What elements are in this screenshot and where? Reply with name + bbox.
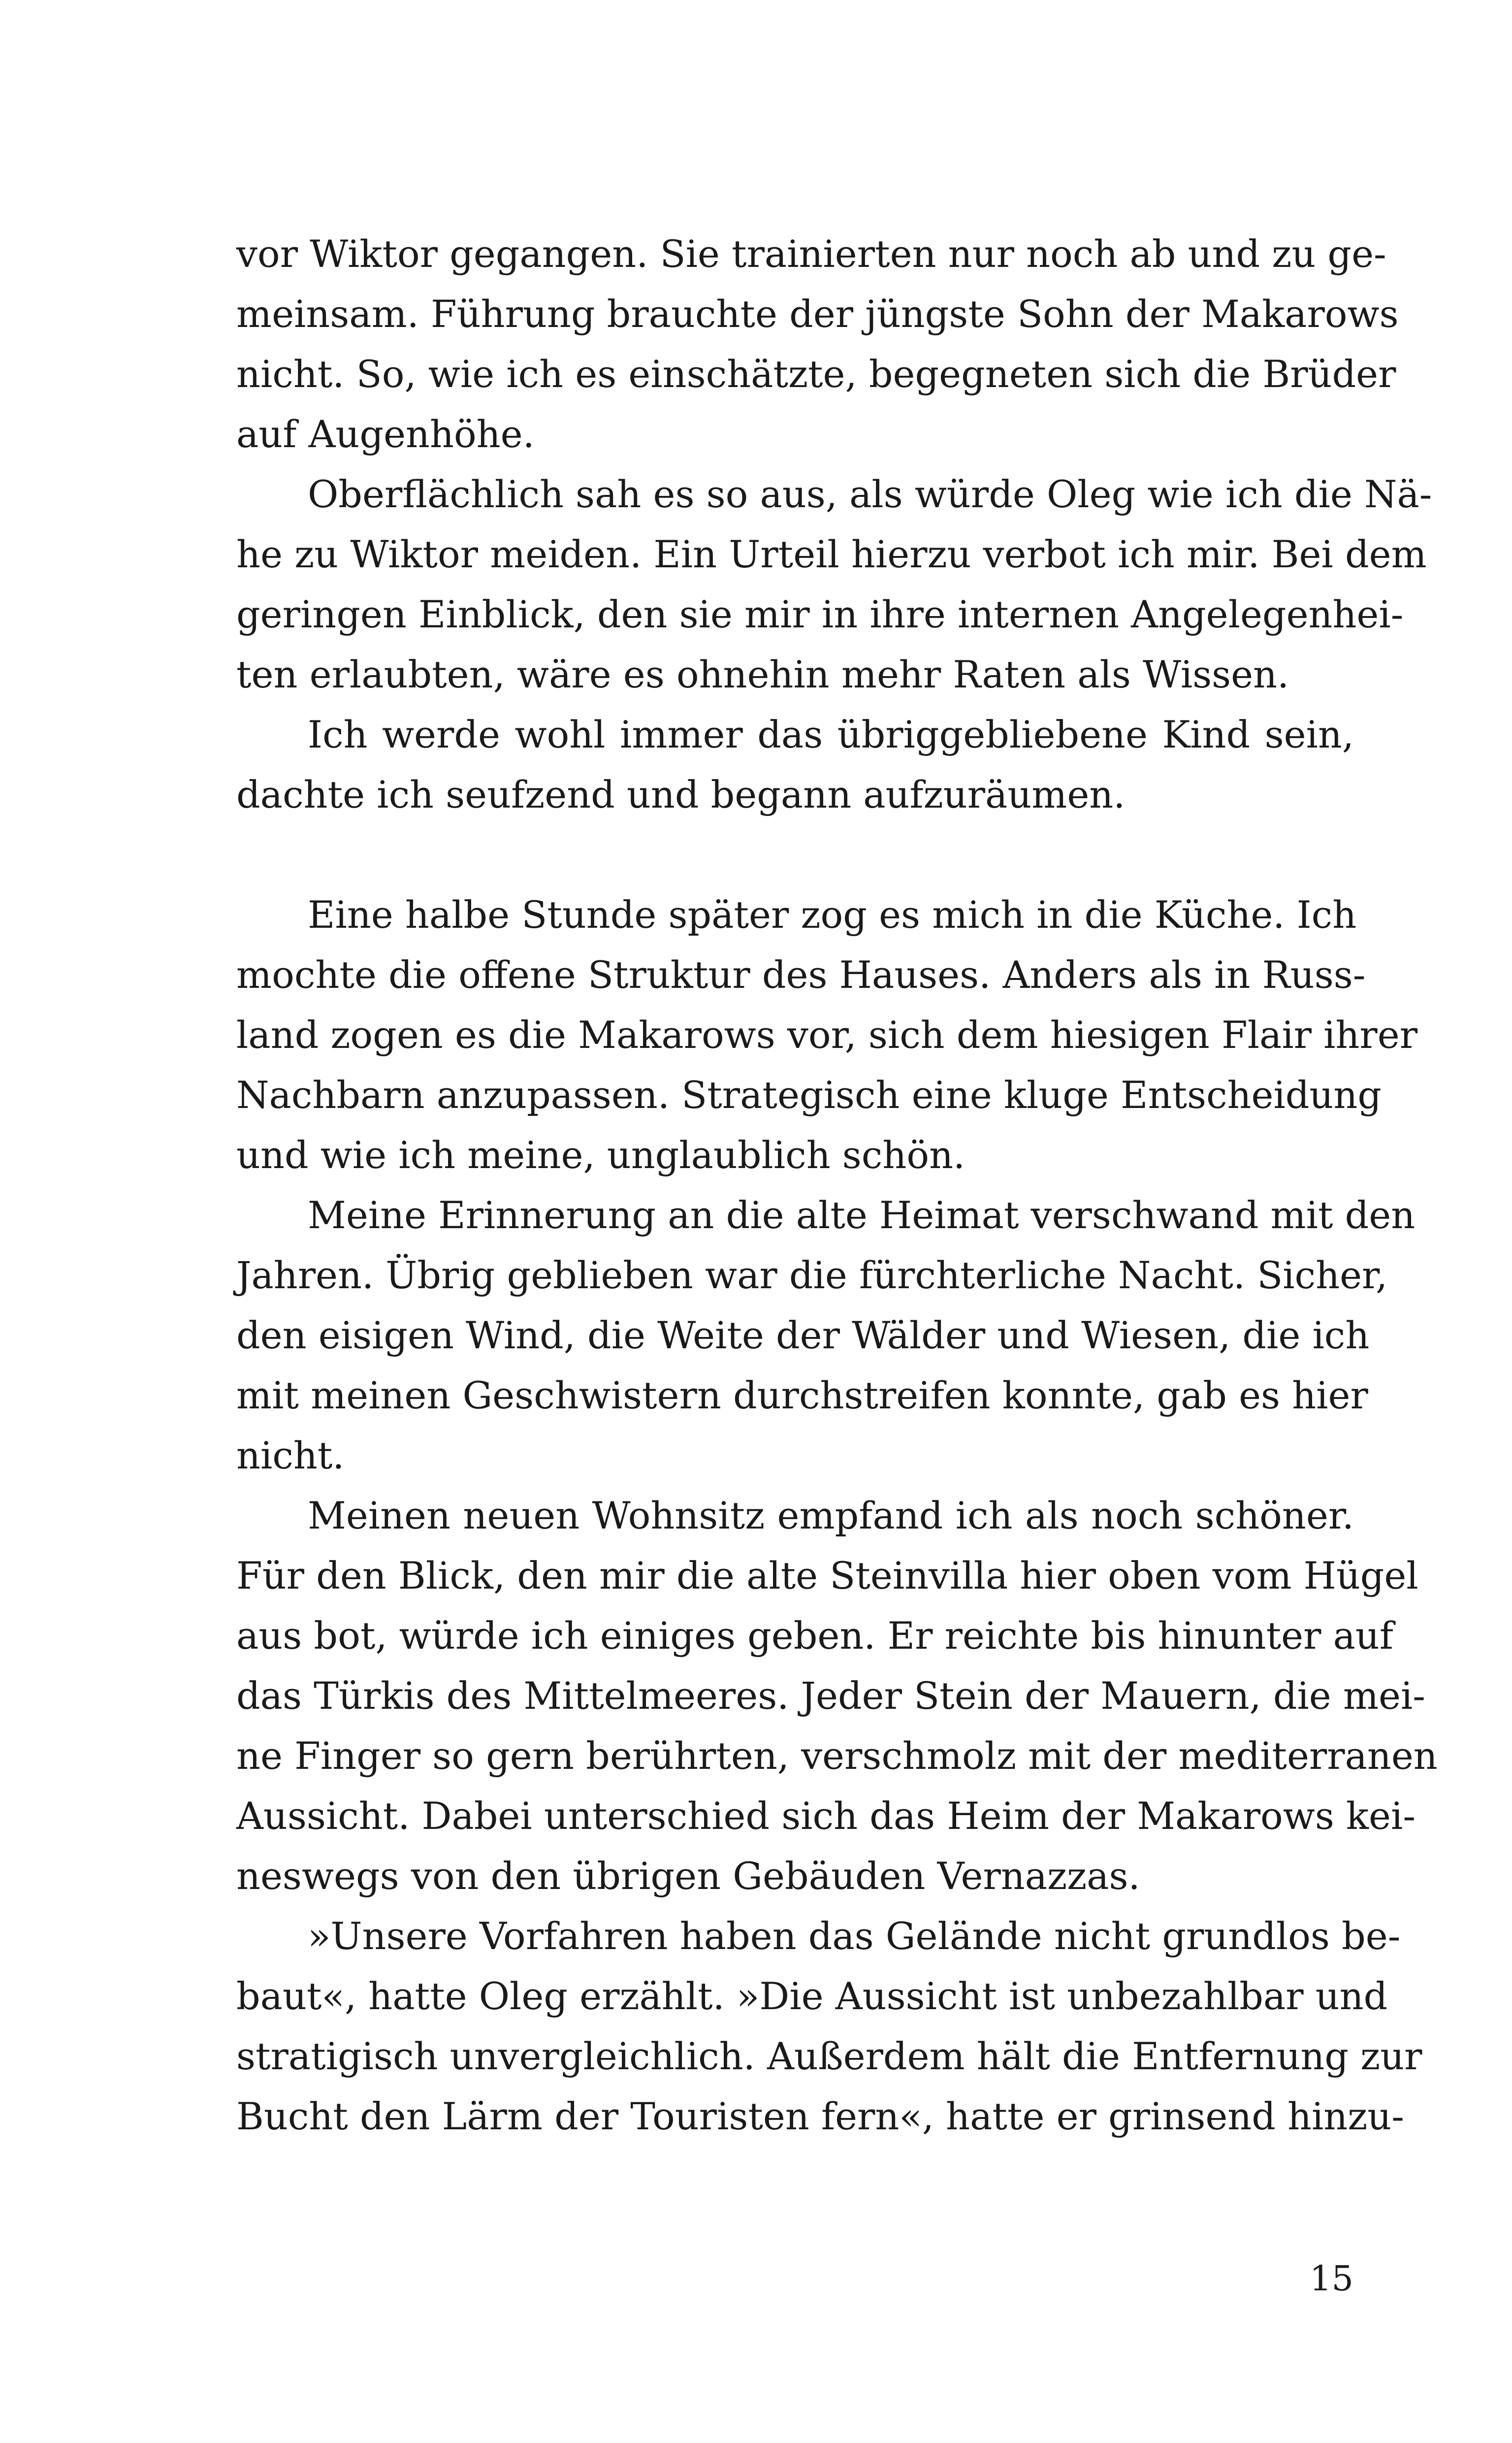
text-line: he zu Wiktor meiden. Ein Urteil hierzu verbot ich mir. Bei dem xyxy=(236,532,1427,576)
text-line: das Türkis des Mittelmeeres. Jeder Stein der Mauern, die mei- xyxy=(236,1674,1425,1718)
text-line: Jahren. Übrig geblieben war die fürchterliche Nacht. Sicher, xyxy=(236,1253,1388,1297)
text-line: den eisigen Wind, die Weite der Wälder und Wiesen, die ich xyxy=(236,1313,1370,1357)
text-line: mochte die offene Struktur des Hauses. Anders als in Russ- xyxy=(236,953,1366,997)
text-line: Für den Blick, den mir die alte Steinvilla hier oben vom Hügel xyxy=(236,1554,1418,1597)
text-line: baut«, hatte Oleg erzählt. »Die Aussicht ist unbezahlbar und xyxy=(236,1974,1388,2018)
text-line: nicht. So, wie ich es einschätzte, begegneten sich die Brüder xyxy=(236,352,1396,396)
text-line: neswegs von den übrigen Gebäuden Vernazzas. xyxy=(236,1854,1140,1898)
text-line: mit meinen Geschwistern durchstreifen konnte, gab es hier xyxy=(236,1373,1368,1417)
text-line: aus bot, würde ich einiges geben. Er reichte bis hinunter auf xyxy=(236,1614,1393,1658)
text-line: Bucht den Lärm der Touristen fern«, hatte er grinsend hinzu- xyxy=(236,2094,1404,2138)
text-line: geringen Einblick, den sie mir in ihre internen Angelegenhei- xyxy=(236,592,1404,636)
text-line: stratigisch unvergleichlich. Außerdem hält die Entfernung zur xyxy=(236,2034,1422,2078)
text-line: Aussicht. Dabei unterschied sich das Heim der Makarows kei- xyxy=(236,1794,1416,1838)
text-line: ne Finger so gern berührten, verschmolz mit der mediterranen xyxy=(236,1734,1438,1778)
text-line: »Unsere Vorfahren haben das Gelände nicht grundlos be- xyxy=(308,1914,1401,1958)
text-line: Eine halbe Stunde später zog es mich in die Küche. Ich xyxy=(308,893,1357,937)
text-line: Ich werde wohl immer das übriggebliebene Kind sein, xyxy=(308,713,1354,756)
text-line: meinsam. Führung brauchte der jüngste Sohn der Makarows xyxy=(236,292,1399,336)
text-line: auf Augenhöhe. xyxy=(236,412,535,456)
text-line: nicht. xyxy=(236,1433,345,1477)
text-line: vor Wiktor gegangen. Sie trainierten nur noch ab und zu ge- xyxy=(236,232,1386,276)
text-line: Meine Erinnerung an die alte Heimat verschwand mit den xyxy=(308,1193,1415,1237)
text-line: Oberflächlich sah es so aus, als würde Oleg wie ich die Nä- xyxy=(308,472,1432,516)
text-line: ten erlaubten, wäre es ohnehin mehr Raten als Wissen. xyxy=(236,652,1289,696)
text-line: Nachbarn anzupassen. Strategisch eine kluge Entscheidung xyxy=(236,1073,1382,1117)
text-line: land zogen es die Makarows vor, sich dem hiesigen Flair ihrer xyxy=(236,1013,1418,1057)
text-line: dachte ich seufzend und begann aufzuräumen. xyxy=(236,773,1126,816)
page-number: 15 xyxy=(1309,2258,1353,2299)
text-line: und wie ich meine, unglaublich schön. xyxy=(236,1133,965,1177)
text-line: Meinen neuen Wohnsitz empfand ich als noch schöner. xyxy=(308,1494,1354,1537)
